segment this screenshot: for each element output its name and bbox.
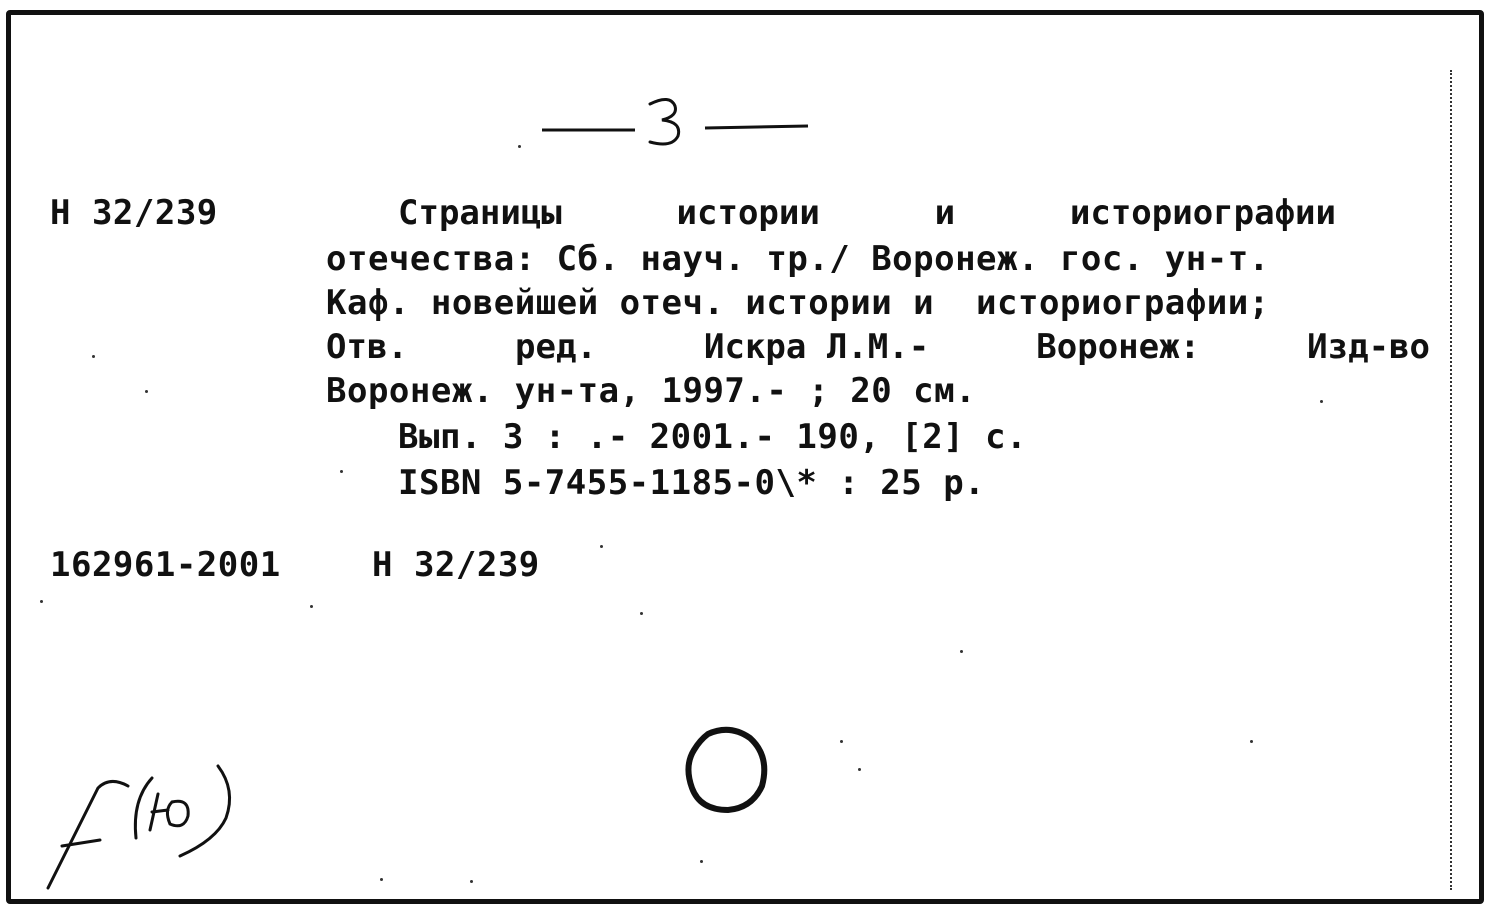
line4-word: Отв. — [326, 327, 408, 367]
line4-word: Искра Л.М.- — [704, 327, 930, 367]
speck — [600, 545, 603, 548]
line4-word: ред. — [515, 327, 597, 367]
speck — [40, 600, 43, 603]
line4-word: Воронеж: — [1036, 327, 1201, 367]
title-line-5: Воронеж. ун-та, 1997.- ; 20 см. — [326, 371, 977, 411]
speck — [340, 470, 343, 473]
speck — [1320, 400, 1323, 403]
speck — [518, 145, 521, 148]
title-word: истории — [676, 193, 820, 233]
title-line-4 — [326, 327, 1430, 367]
speck — [470, 880, 473, 883]
speck — [1250, 740, 1253, 743]
speck — [92, 355, 95, 358]
line4-word: Изд-во — [1307, 327, 1430, 367]
handwritten-note — [40, 760, 250, 900]
handwritten-page-number — [540, 92, 820, 152]
speck — [310, 605, 313, 608]
speck — [858, 768, 861, 771]
speck — [960, 650, 963, 653]
title-word: и — [934, 193, 956, 233]
shelf-mark: Н 32/239 — [50, 193, 218, 233]
inventory-shelf-mark: Н 32/239 — [372, 545, 540, 585]
title-line-1 — [398, 193, 1336, 233]
inventory-number: 162961-2001 — [50, 545, 281, 585]
speck — [640, 612, 643, 615]
title-word: Страницы — [398, 193, 562, 233]
speck — [380, 878, 383, 881]
stamp-ring — [670, 716, 780, 826]
speck — [700, 860, 703, 863]
speck — [145, 390, 148, 393]
speck — [840, 740, 843, 743]
title-word: историографии — [1069, 193, 1336, 233]
isbn-line: ISBN 5-7455-1185-0\* : 25 р. — [398, 463, 986, 503]
issue-line: Вып. 3 : .- 2001.- 190, [2] с. — [398, 417, 1028, 457]
title-line-2: отечества: Сб. науч. тр./ Воронеж. гос. ун-т. — [326, 239, 1270, 279]
card-edge-rule — [1450, 70, 1452, 890]
title-line-3: Каф. новейшей отеч. истории и историографии; — [326, 283, 1270, 323]
